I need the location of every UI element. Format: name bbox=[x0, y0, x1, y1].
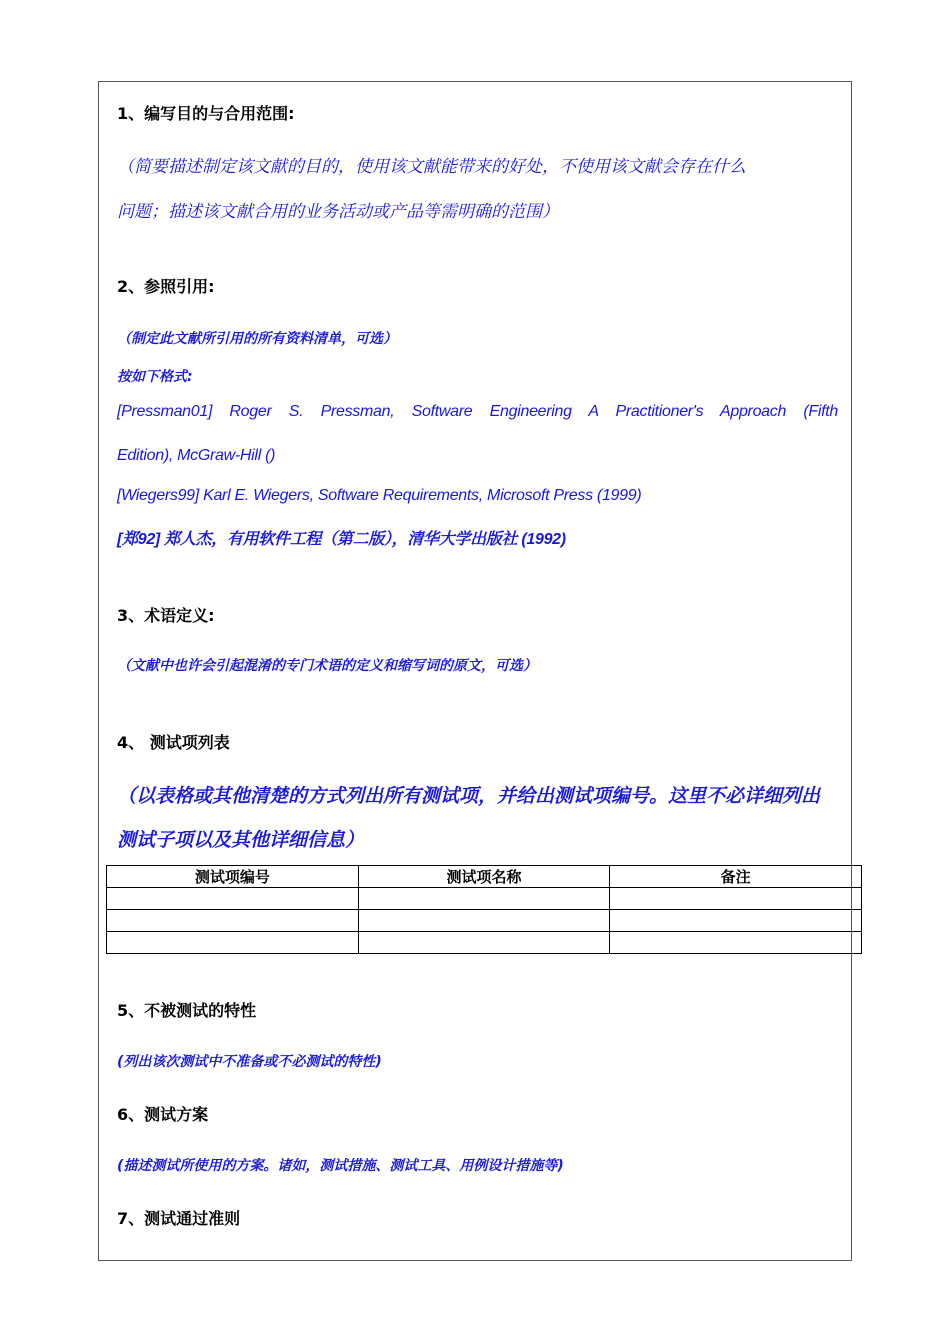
table-header-cell: 备注 bbox=[610, 866, 862, 888]
section-6-heading: 6、测试方案 bbox=[117, 1105, 209, 1124]
table-cell bbox=[358, 932, 610, 954]
section-2-note: （制定此文献所引用的所有资料清单，可选） bbox=[117, 331, 397, 347]
table-row bbox=[107, 932, 862, 954]
table-row bbox=[107, 888, 862, 910]
table-cell bbox=[610, 932, 862, 954]
table-header-cell: 测试项编号 bbox=[107, 866, 359, 888]
section-3-heading: 3、术语定义: bbox=[117, 606, 215, 625]
section-5-note: (列出该次测试中不准备或不必测试的特性) bbox=[117, 1054, 382, 1070]
section-1-note-line-2: 问题；描述该文献合用的业务活动或产品等需明确的范围） bbox=[117, 202, 559, 222]
table-cell bbox=[107, 910, 359, 932]
test-item-table bbox=[106, 865, 862, 954]
section-4-note-line-1: （以表格或其他清楚的方式列出所有测试项，并给出测试项编号。这里不必详细列出 bbox=[117, 785, 821, 807]
table-cell bbox=[358, 910, 610, 932]
table-header-cell: 测试项名称 bbox=[358, 866, 610, 888]
reference-wiegers: [Wiegers99] Karl E. Wiegers, Software Requirements, Microsoft Press (1999) bbox=[117, 487, 642, 504]
reference-pressman-line-2: Edition), McGraw-Hill () bbox=[117, 447, 276, 464]
section-4-note-line-2: 测试子项以及其他详细信息） bbox=[117, 829, 365, 851]
section-6-note: (描述测试所使用的方案。诸如，测试措施、测试工具、用例设计措施等) bbox=[117, 1158, 564, 1174]
table-cell bbox=[610, 888, 862, 910]
section-1-note-line-1: （简要描述制定该文献的目的，使用该文献能带来的好处，不使用该文献会存在什么 bbox=[117, 157, 746, 177]
section-2-format-label: 按如下格式: bbox=[117, 369, 193, 385]
reference-zheng: [郑92] 郑人杰，有用软件工程（第二版），清华大学出版社 (1992) bbox=[117, 531, 566, 548]
section-7-heading: 7、测试通过准则 bbox=[117, 1209, 241, 1228]
table-header-row bbox=[107, 866, 862, 888]
table-row bbox=[107, 910, 862, 932]
section-4-heading: 4、 测试项列表 bbox=[117, 733, 230, 752]
reference-pressman-line-1: [Pressman01] Roger S. Pressman, Software Engineering A Practitioner's Approach (Fifth bbox=[117, 403, 838, 420]
section-3-note: （文献中也许会引起混淆的专门术语的定义和缩写词的原文，可选） bbox=[117, 658, 537, 674]
table-cell bbox=[107, 932, 359, 954]
table-cell bbox=[610, 910, 862, 932]
table-cell bbox=[358, 888, 610, 910]
section-1-heading: 1、编写目的与合用范围: bbox=[117, 104, 295, 123]
section-5-heading: 5、不被测试的特性 bbox=[117, 1001, 257, 1020]
section-2-heading: 2、参照引用: bbox=[117, 277, 215, 296]
table-cell bbox=[107, 888, 359, 910]
